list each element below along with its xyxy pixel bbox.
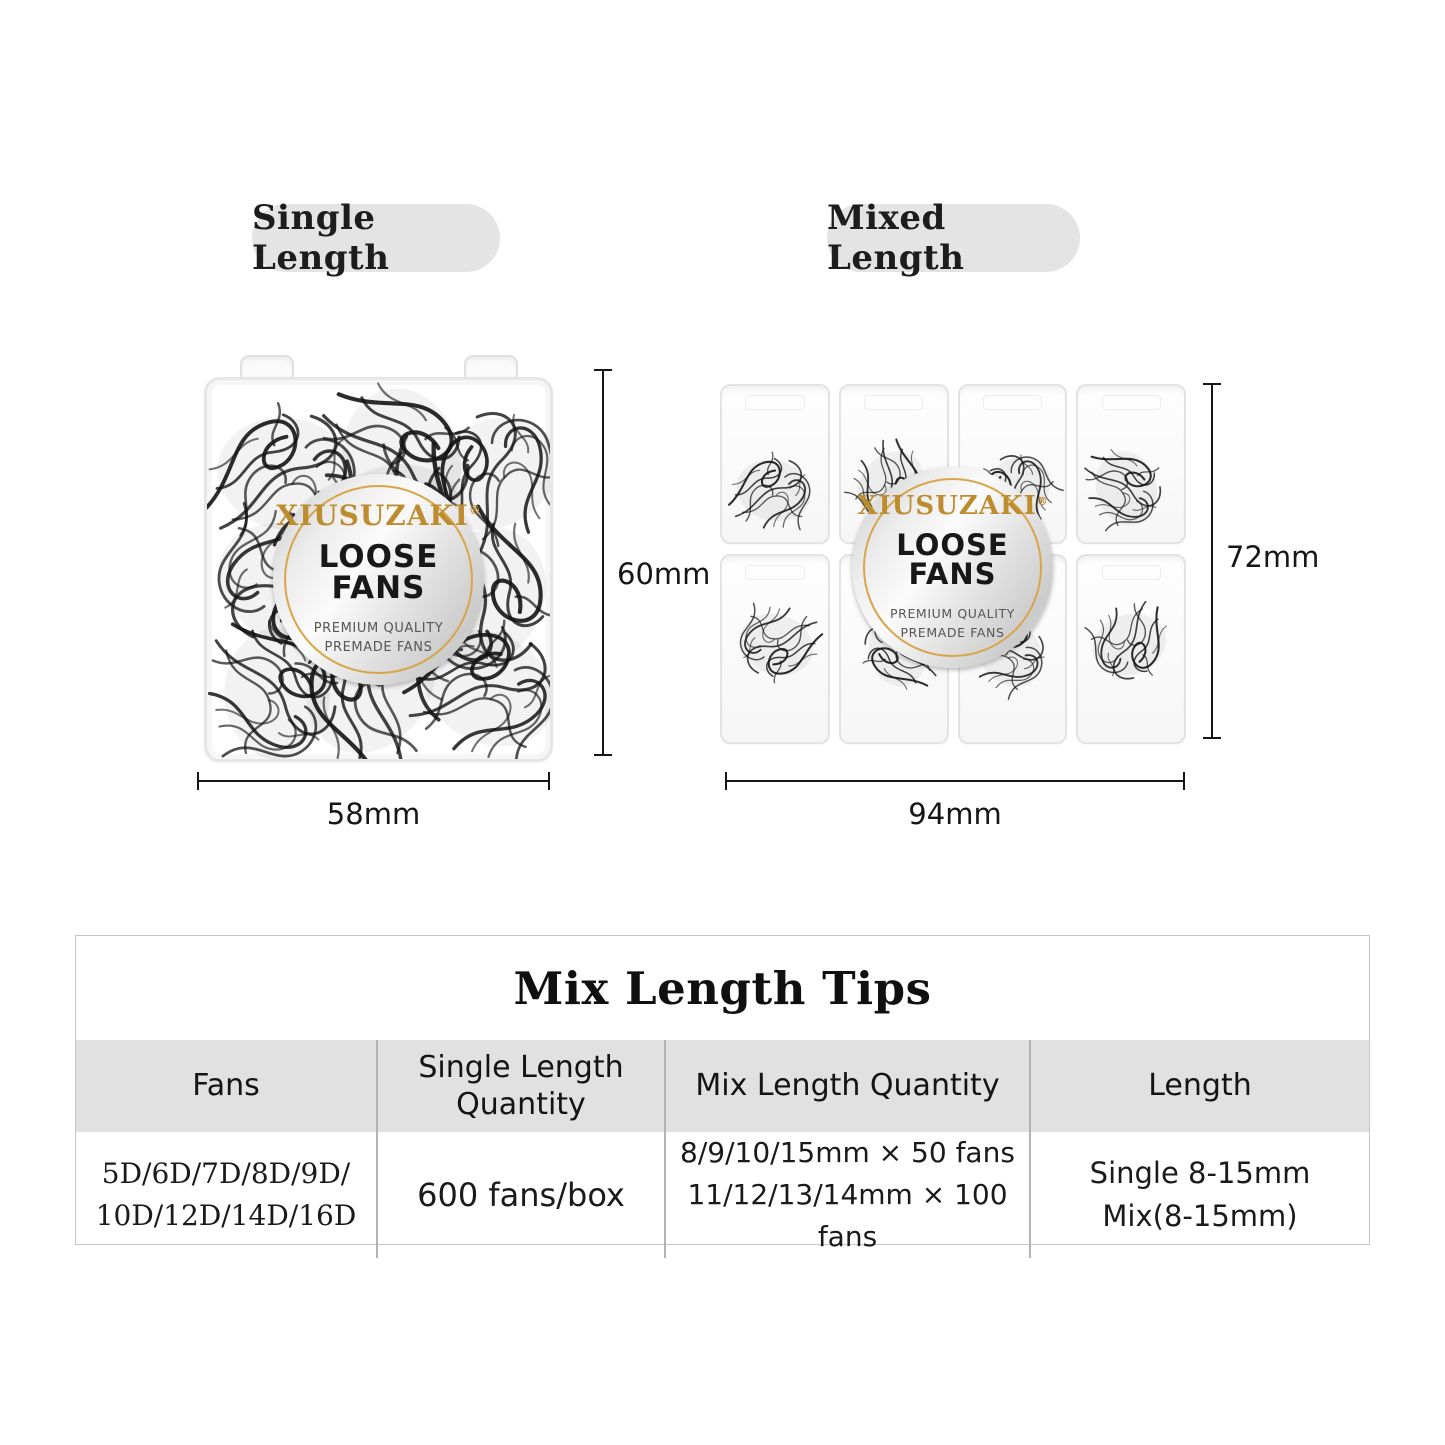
mix-quantity-line1: 8/9/10/15mm × 50 fans bbox=[680, 1136, 1015, 1169]
spec-table bbox=[75, 935, 1370, 1253]
header-cell-length: Length bbox=[1031, 1040, 1369, 1132]
spec-table-grid bbox=[76, 1040, 1369, 1253]
column-mix-length-quantity bbox=[664, 1040, 1029, 1258]
brand-name: XIUSUZAKI® bbox=[276, 498, 481, 532]
column-fans bbox=[76, 1040, 376, 1258]
badge-single-length-label: Single Length bbox=[252, 198, 390, 278]
compartment-cell bbox=[720, 384, 830, 544]
data-cell-mix-length-quantity bbox=[666, 1132, 1029, 1258]
mix-quantity-line2: 11/12/13/14mm × 100 fans bbox=[687, 1178, 1008, 1253]
fans-line1: 5D/6D/7D/8D/9D/ bbox=[101, 1157, 351, 1190]
tagline-line1: PREMIUM QUALITY bbox=[313, 620, 444, 636]
mixed-box-width-dimension-line bbox=[725, 780, 1185, 782]
brand-name: XIUSUZAKI® bbox=[857, 491, 1048, 522]
badge-mixed-length bbox=[827, 198, 1080, 278]
registered-mark: ® bbox=[468, 503, 481, 518]
data-cell-length bbox=[1031, 1132, 1369, 1258]
length-line1: Single 8-15mm bbox=[1089, 1155, 1311, 1190]
product-tagline bbox=[314, 620, 444, 658]
spec-table-title: Mix Length Tips bbox=[513, 961, 932, 1015]
product-name: LOOSE FANS bbox=[896, 528, 1009, 592]
fans-line2: 10D/12D/14D/16D bbox=[95, 1199, 357, 1232]
column-length bbox=[1029, 1040, 1369, 1258]
length-line2: Mix(8-15mm) bbox=[1102, 1199, 1298, 1233]
brand-label-mixed bbox=[852, 467, 1053, 668]
single-quantity-value: 600 fans/box bbox=[417, 1176, 625, 1214]
tagline-line2: PREMADE FANS bbox=[324, 639, 433, 655]
badge-mixed-length-label: Mixed Length bbox=[827, 198, 965, 278]
tagline-line1: PREMIUM QUALITY bbox=[890, 606, 1015, 622]
compartment-cell bbox=[720, 554, 830, 744]
compartment-cell bbox=[1076, 554, 1186, 744]
mixed-box-height-label: 72mm bbox=[1226, 540, 1320, 574]
single-box-width-label: 58mm bbox=[326, 797, 421, 831]
header-cell-mix-length-quantity: Mix Length Quantity bbox=[666, 1040, 1029, 1132]
product-tagline bbox=[890, 605, 1015, 641]
brand-label-single bbox=[273, 474, 484, 685]
mixed-box-height-dimension-line bbox=[1211, 383, 1213, 739]
data-cell-fans bbox=[76, 1132, 376, 1258]
tagline-line2: PREMADE FANS bbox=[900, 624, 1005, 640]
column-single-length-quantity bbox=[376, 1040, 664, 1258]
single-box-width-dimension-line bbox=[197, 780, 550, 782]
data-cell-single-length-quantity bbox=[378, 1132, 664, 1258]
registered-mark: ® bbox=[1036, 494, 1048, 508]
mixed-box-width-label: 94mm bbox=[908, 797, 1002, 831]
header-cell-single-length-quantity: Single Length Quantity bbox=[378, 1040, 664, 1132]
product-name: LOOSE FANS bbox=[318, 538, 439, 606]
single-box-height-dimension-line bbox=[602, 369, 604, 756]
badge-single-length bbox=[252, 198, 500, 278]
single-box-height-label: 60mm bbox=[617, 557, 711, 591]
compartment-cell bbox=[1076, 384, 1186, 544]
header-cell-fans: Fans bbox=[76, 1040, 376, 1132]
